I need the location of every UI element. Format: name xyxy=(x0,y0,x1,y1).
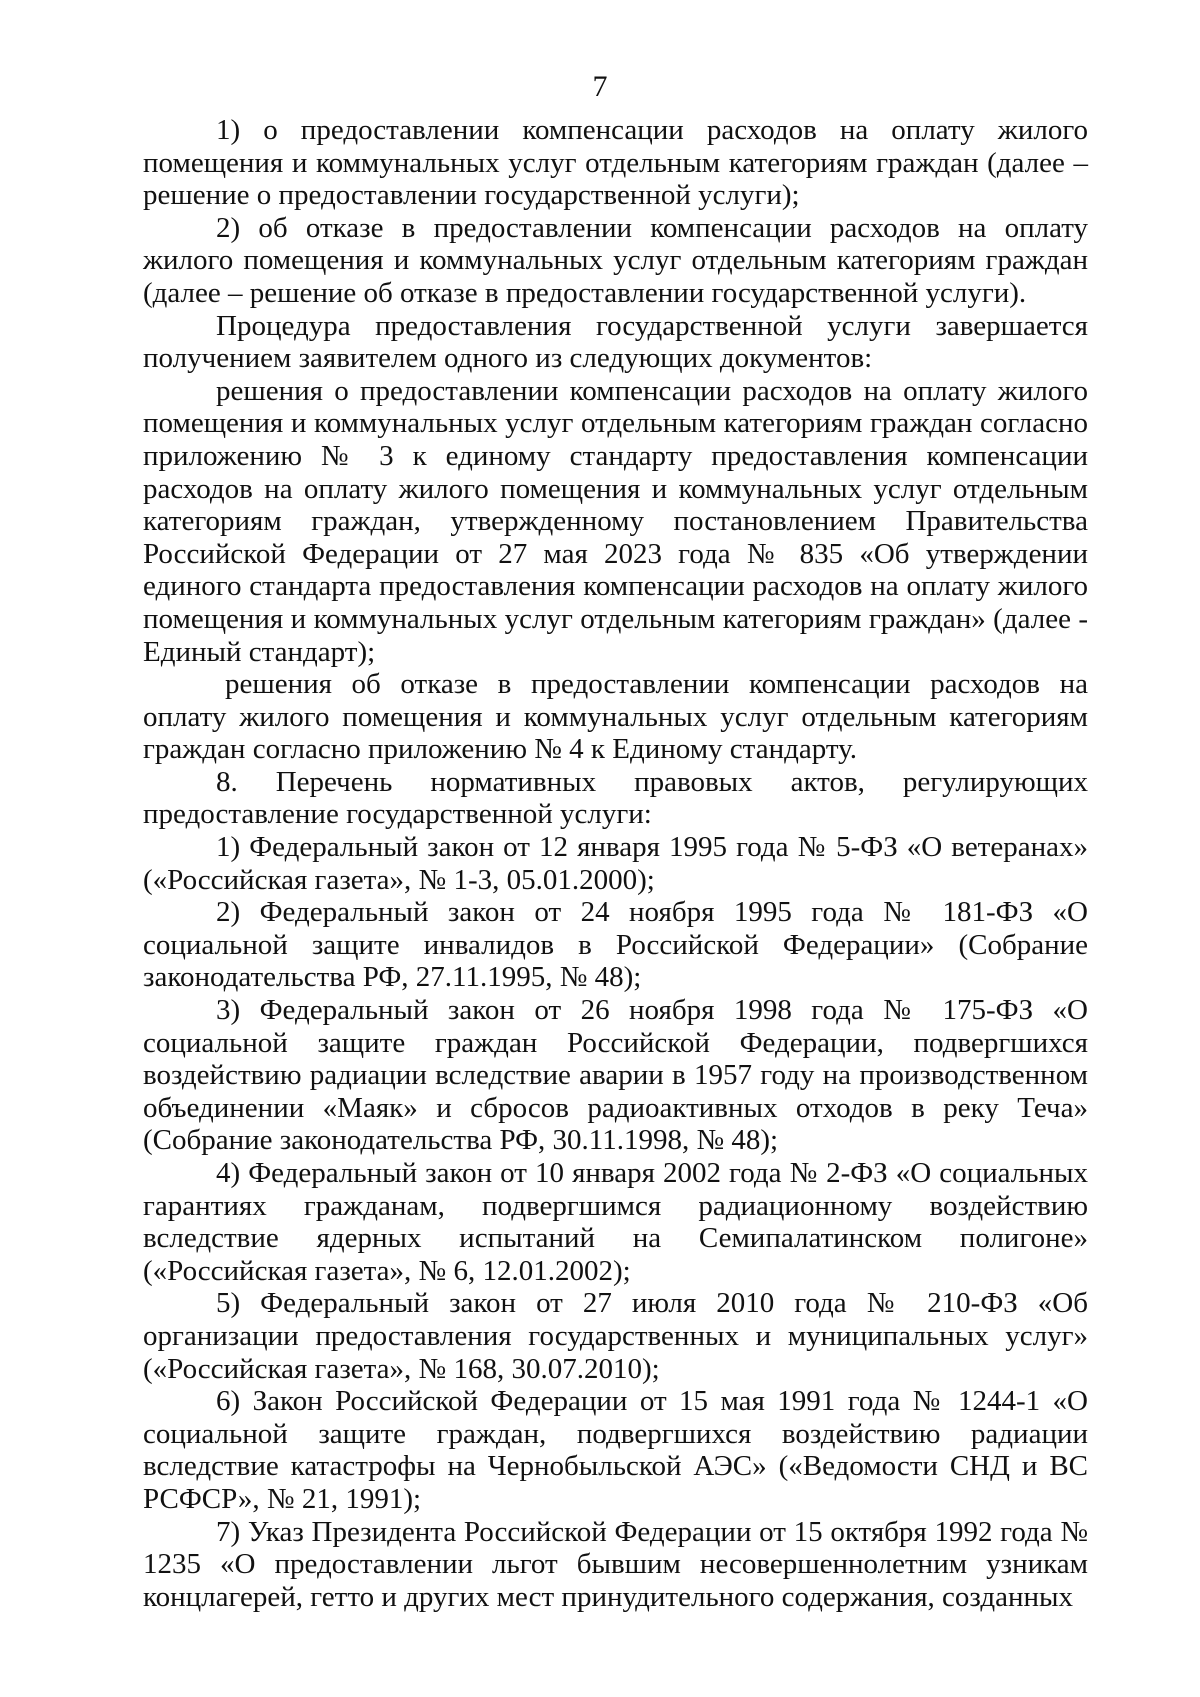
paragraph-law-7: 7) Указ Президента Российской Федерации от 15 октября 1992 года № 1235 «О предоставлении льгот бывшим несовершеннолетним узникам концлагерей, гетто и других мест принудительного содержания, созданных xyxy=(143,1515,1088,1613)
paragraph-law-5: 5) Федеральный закон от 27 июля 2010 года № 210-ФЗ «Об организации предоставления государственных и муниципальных услуг» («Российская газета», № 168, 30.07.2010); xyxy=(143,1287,1088,1385)
paragraph-law-3: 3) Федеральный закон от 26 ноября 1998 года № 175-ФЗ «О социальной защите граждан Российской Федерации, подвергшихся воздействию радиации вследствие аварии в 1957 году на производственном объединении «Маяк» и сбросов радиоактивных отходов в реку Теча» (Собрание законодательства РФ, 30.11.1998, № 48); xyxy=(143,994,1088,1157)
paragraph-law-2: 2) Федеральный закон от 24 ноября 1995 года № 181-ФЗ «О социальной защите инвалидов в Российской Федерации» (Собрание законодательства РФ, 27.11.1995, № 48); xyxy=(143,896,1088,994)
page-number: 7 xyxy=(592,70,608,103)
paragraph-decision-grant: 1) о предоставлении компенсации расходов на оплату жилого помещения и коммунальных услуг отдельным категориям граждан (далее – решение о предоставлении государственной услуги); xyxy=(143,114,1088,212)
paragraph-grant-document: решения о предоставлении компенсации расходов на оплату жилого помещения и коммунальных услуг отдельным категориям граждан согласно приложению № 3 к единому стандарту предоставления компенсации расходов на оплату жилого помещения и коммунальных услуг отдельным категориям граждан, утвержденному постановлением Правительства Российской Федерации от 27 мая 2023 года № 835 «Об утверждении единого стандарта предоставления компенсации расходов на оплату жилого помещения и коммунальных услуг отдельным категориям граждан» (далее - Единый стандарт); xyxy=(143,374,1088,668)
paragraph-section-8-heading: 8. Перечень нормативных правовых актов, регулирующих предоставление государственной услуги: xyxy=(143,765,1088,831)
paragraph-procedure-completion: Процедура предоставления государственной услуги завершается получением заявителем одного из следующих документов: xyxy=(143,309,1088,375)
paragraph-law-4: 4) Федеральный закон от 10 января 2002 года № 2-ФЗ «О социальных гарантиях гражданам, подвергшимся радиационному воздействию вследствие ядерных испытаний на Семипалатинском полигоне» («Российская газета», № 6, 12.01.2002); xyxy=(143,1157,1088,1287)
paragraph-decision-refusal: 2) об отказе в предоставлении компенсации расходов на оплату жилого помещения и коммунальных услуг отдельным категориям граждан (далее – решение об отказе в предоставлении государственной услуги). xyxy=(143,211,1088,309)
paragraph-law-6: 6) Закон Российской Федерации от 15 мая 1991 года № 1244-1 «О социальной защите граждан, подвергшихся воздействию радиации вследствие катастрофы на Чернобыльской АЭС» («Ведомости СНД и ВС РСФСР», № 21, 1991); xyxy=(143,1385,1088,1515)
document-body xyxy=(143,114,1088,1613)
paragraph-refusal-document: решения об отказе в предоставлении компенсации расходов на оплату жилого помещения и коммунальных услуг отдельным категориям граждан согласно приложению № 4 к Единому стандарту. xyxy=(143,668,1088,766)
paragraph-law-1: 1) Федеральный закон от 12 января 1995 года № 5-ФЗ «О ветеранах» («Российская газета», № 1-3, 05.01.2000); xyxy=(143,831,1088,896)
